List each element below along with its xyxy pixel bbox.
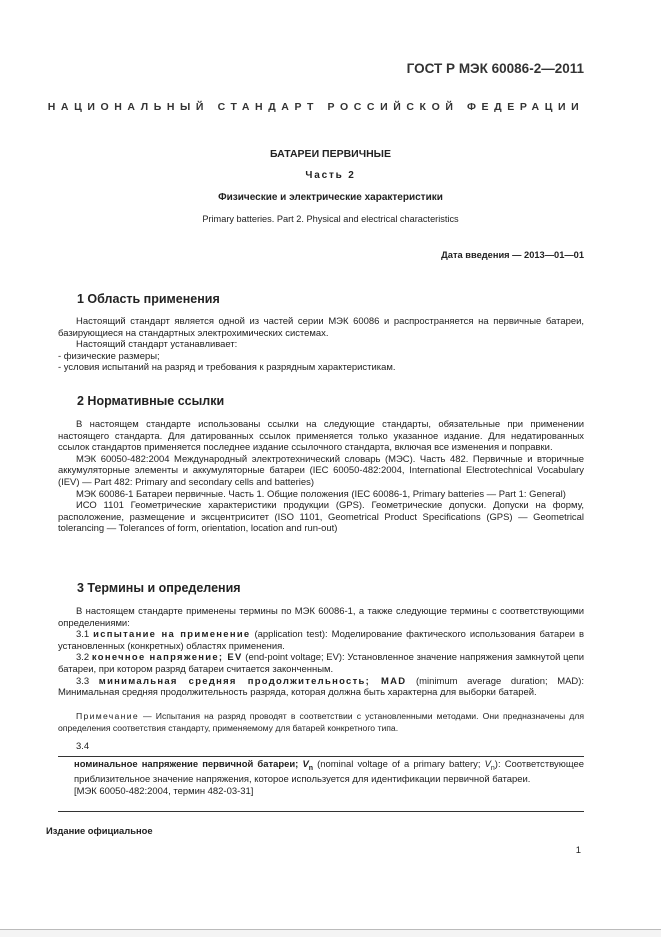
reference-iec-60086-1: МЭК 60086-1 Батареи первичные. Часть 1. Общие положения (IEC 60086-1, Primary batteries — Part 1: General) [76, 488, 566, 500]
term-3-4-definition [74, 759, 584, 786]
term-definition: (end-point voltage; EV): Установленное значение напряжения замкнутой цепи батареи, при котором разряд батареи считается законченным. [58, 652, 584, 675]
official-edition-label: Издание официальное [46, 825, 153, 836]
section-2-heading: 2 Нормативные ссылки [77, 394, 225, 408]
note-label: Примечание [76, 711, 139, 721]
term-3-4-content [74, 759, 584, 798]
list-item: - физические размеры; [58, 350, 160, 362]
document-number: ГОСТ Р МЭК 60086-2—2011 [406, 61, 584, 76]
national-standard-banner: НАЦИОНАЛЬНЫЙ СТАНДАРТ РОССИЙСКОЙ ФЕДЕРАЦИИ [47, 101, 585, 113]
paragraph: Настоящий стандарт устанавливает: [76, 339, 238, 351]
note-text: — Испытания на разряд проводят в соответствии с установленными методами. Они предназначены для определения соответствия стандарту, применяемому для батарей конкретного типа. [58, 711, 584, 733]
term-name: номинальное напряжение первичной батареи; [74, 759, 303, 770]
title-main: БАТАРЕИ ПЕРВИЧНЫЕ [270, 148, 391, 160]
term-name: конечное напряжение; EV [91, 652, 243, 664]
term-3-4-box [58, 756, 584, 812]
list-item: - условия испытаний на разряд и требования к разрядным характеристикам. [58, 362, 396, 374]
term-name: испытание на применение [93, 629, 251, 641]
term-definition: (application test): Моделирование фактического использования батареи в установленных (конкретных) областях применения. [58, 629, 584, 652]
introduction-date: Дата введения — 2013—01—01 [441, 250, 584, 260]
term-3-3 [58, 676, 584, 699]
term-definition: (minimum average duration; MAD): Минимальная средняя продолжительность разряда, которая должна быть характерна для выборки батарей. [58, 675, 584, 699]
term-symbol-subscript: n [308, 764, 314, 772]
term-3-2 [58, 652, 584, 675]
term-source: [МЭК 60050-482:2004, термин 482-03-31] [74, 786, 254, 798]
section-3-body [58, 606, 584, 699]
term-number: 3.1 [76, 629, 90, 641]
title-part: Часть 2 [305, 170, 356, 181]
term-3-4-number-line [58, 741, 584, 753]
section-3-heading: 3 Термины и определения [77, 581, 241, 595]
note [58, 711, 584, 734]
section-1-heading: 1 Область применения [77, 292, 220, 306]
title-subtitle: Физические и электрические характеристики [218, 192, 443, 203]
paragraph: В настоящем стандарте использованы ссылки на следующие стандарты, обязательные при применении настоящего стандарта. Для датированных ссылок применяется только указанное издание. Для недатированных ссылок стандартов применяется последнее издание ссылочного стандарта, включая все изменения и поправки. [58, 419, 584, 454]
term-name: минимальная средняя продолжительность; MAD [98, 675, 407, 687]
term-number: 3.4 [76, 741, 90, 752]
term-definition: ): Соответствующее приблизительное значение напряжения, которое используется для идентификации первичной батареи. [74, 759, 584, 786]
term-number: 3.3 [76, 675, 90, 687]
reference-iso-1101: ИСО 1101 Геометрические характеристики продукции (GPS). Геометрические допуски. Допуски на форму, расположение, размещение и эксцентриситет (ISO 1101, Geometrical Product Specifications (GPS) — Geometrical tolerancing — Tolerances of form, orientation, location and run-out) [58, 500, 584, 535]
page-number: 1 [575, 845, 581, 856]
term-english-symbol: V [484, 759, 491, 770]
term-english-symbol-subscript: n [490, 764, 495, 772]
paragraph: В настоящем стандарте применены термины по МЭК 60086-1, а также следующие термины с соответствующими определениями: [58, 606, 584, 629]
term-3-1 [58, 629, 584, 652]
term-symbol: V [302, 759, 309, 770]
reference-iec-60050: МЭК 60050-482:2004 Международный электротехнический словарь (МЭС). Часть 482. Первичные и вторичные аккумуляторные элементы и аккумуляторные батареи (IEC 60050-482:2004, International Electrotechnical Vocabulary (IEV) — Part 482: Primary and secondary cells and batteries) [58, 453, 584, 488]
section-1-body [58, 316, 584, 374]
term-english-open: (nominal voltage of a primary battery; [313, 759, 485, 770]
title-english: Primary batteries. Part 2. Physical and electrical characteristics [202, 214, 459, 224]
paragraph: Настоящий стандарт является одной из частей серии МЭК 60086 и распространяется на первичные батареи, базирующиеся на стандартных электрохимических системах. [58, 316, 584, 339]
section-2-body [58, 419, 584, 535]
term-number: 3.2 [76, 652, 90, 664]
